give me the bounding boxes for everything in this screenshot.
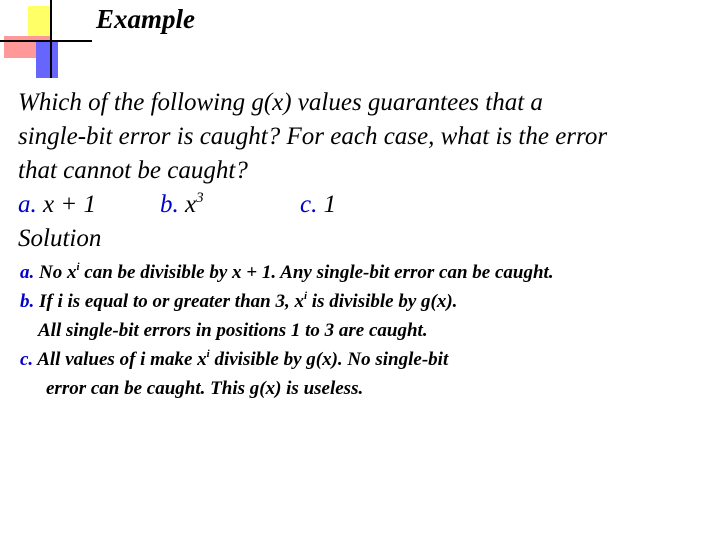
option-c (300, 188, 336, 222)
answer-a (20, 258, 710, 287)
option-b-exponent: 3 (196, 190, 204, 206)
option-b-label: b. (160, 191, 179, 218)
question-line-3: that cannot be caught? (18, 157, 248, 184)
question-line-1: Which of the following g(x) values guarantees that a (18, 89, 543, 116)
options-row (18, 188, 708, 222)
decor-horizontal-line (0, 40, 92, 42)
answer-b (20, 287, 710, 316)
answer-b-sup: i (303, 290, 308, 302)
decor-blue-square (36, 40, 58, 78)
answer-b-continuation: All single-bit errors in positions 1 to 3 are caught. (38, 320, 428, 341)
decor-vertical-line (50, 0, 52, 78)
answer-a-label: a. (20, 262, 35, 283)
question-line-2: single-bit error is caught? For each case, what is the error (18, 123, 608, 150)
answer-a-post: can be divisible by x + 1. Any single-bit error can be caught. (84, 262, 554, 283)
option-a-label: a. (18, 191, 37, 218)
option-c-text: 1 (323, 191, 337, 218)
answer-c-sup: i (206, 348, 210, 360)
answer-c-continuation: error can be caught. This g(x) is useless. (46, 378, 364, 399)
option-a (18, 188, 96, 222)
decor-yellow-square (28, 6, 50, 38)
slide-title: Example (96, 4, 195, 34)
option-b (160, 188, 204, 222)
answer-b-label: b. (20, 291, 35, 312)
answer-a-pre: No x (39, 262, 77, 283)
answer-c-pre: All values of i make x (37, 349, 207, 370)
answer-c-post: divisible by g(x). No single-bit (214, 349, 449, 370)
option-a-text: x + 1 (43, 191, 96, 218)
answer-c-label: c. (20, 349, 34, 370)
answers-block (20, 258, 710, 403)
solution-heading: Solution (18, 225, 102, 252)
answer-c (20, 345, 710, 374)
option-c-label: c. (300, 191, 318, 218)
answer-b-post: is divisible by g(x). (311, 291, 458, 312)
question-block (18, 86, 708, 256)
answer-a-sup: i (76, 261, 80, 273)
option-b-base: x (185, 191, 197, 218)
answer-b-pre: If i is equal to or greater than 3, x (39, 291, 304, 312)
